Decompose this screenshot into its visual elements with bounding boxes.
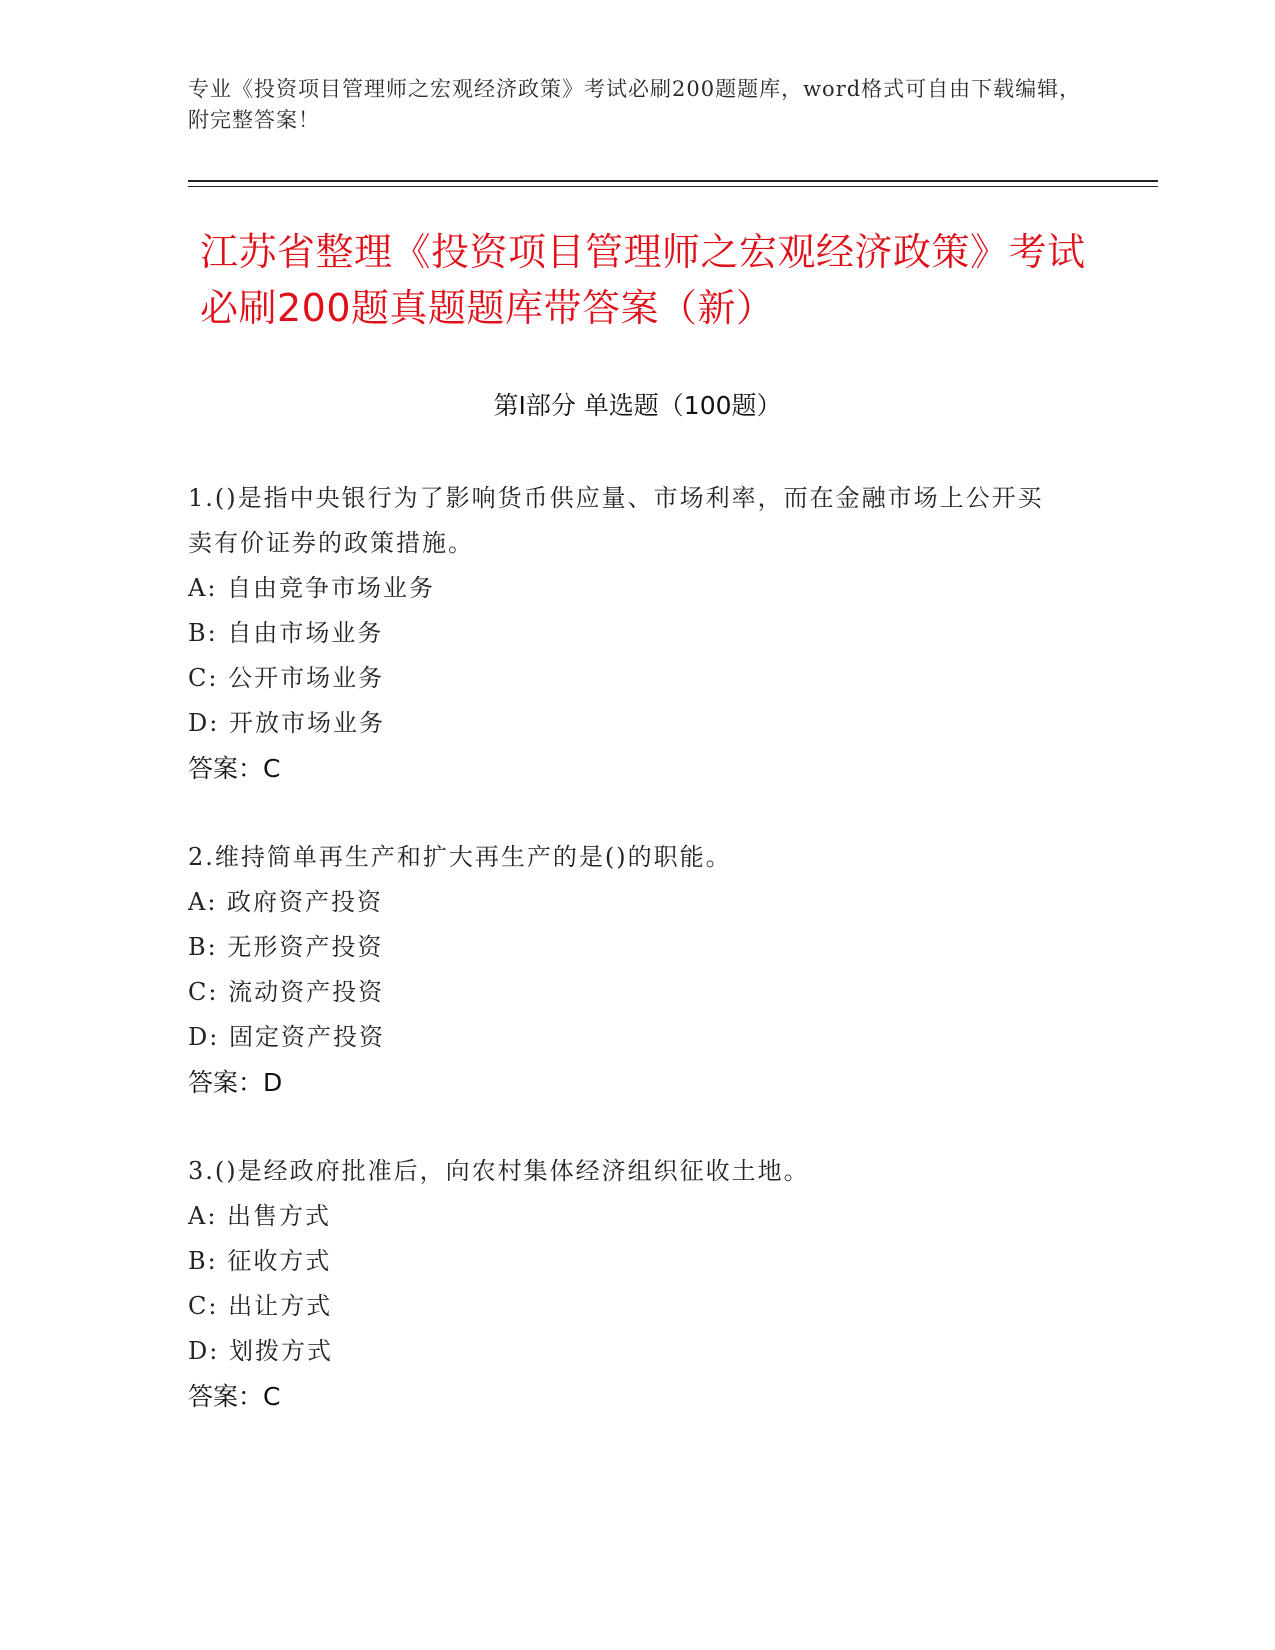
header-note: 专业《投资项目管理师之宏观经济政策》考试必刷200题题库，word格式可自由下载编辑，附完整答案！ — [188, 77, 1082, 132]
question-stem: 1.()是指中央银行为了影响货币供应量、市场利率，而在金融市场上公开买卖有价证券的政策措施。 — [188, 484, 1044, 557]
question-2 — [188, 835, 1068, 1105]
header-rule-thick — [188, 180, 1158, 182]
option-d: D: 固定资产投资 — [188, 1023, 385, 1051]
option-b: B: 征收方式 — [188, 1247, 332, 1275]
option-c: C: 公开市场业务 — [188, 664, 385, 692]
answer-line: 答案：D — [188, 1068, 283, 1097]
document-title: 江苏省整理《投资项目管理师之宏观经济政策》考试必刷200题真题题库带答案（新） — [200, 230, 1086, 330]
option-a: A: 政府资产投资 — [188, 888, 384, 916]
question-stem: 3.()是经政府批准后，向农村集体经济组织征收土地。 — [188, 1157, 810, 1185]
option-b: B: 自由市场业务 — [188, 619, 384, 647]
answer-line: 答案：C — [188, 754, 281, 783]
question-1 — [188, 476, 1068, 791]
option-d: D: 划拨方式 — [188, 1337, 333, 1365]
option-a: A: 出售方式 — [188, 1202, 332, 1230]
option-c: C: 出让方式 — [188, 1292, 333, 1320]
answer-line: 答案：C — [188, 1382, 281, 1411]
option-c: C: 流动资产投资 — [188, 978, 385, 1006]
section-heading: 第Ⅰ部分 单选题（100题） — [493, 391, 782, 420]
option-a: A: 自由竞争市场业务 — [188, 574, 436, 602]
question-stem: 2.维持简单再生产和扩大再生产的是()的职能。 — [188, 843, 732, 871]
option-d: D: 开放市场业务 — [188, 709, 385, 737]
header-rule-thin — [188, 186, 1158, 187]
question-list — [188, 476, 1068, 1463]
option-b: B: 无形资产投资 — [188, 933, 384, 961]
question-3 — [188, 1149, 1068, 1419]
